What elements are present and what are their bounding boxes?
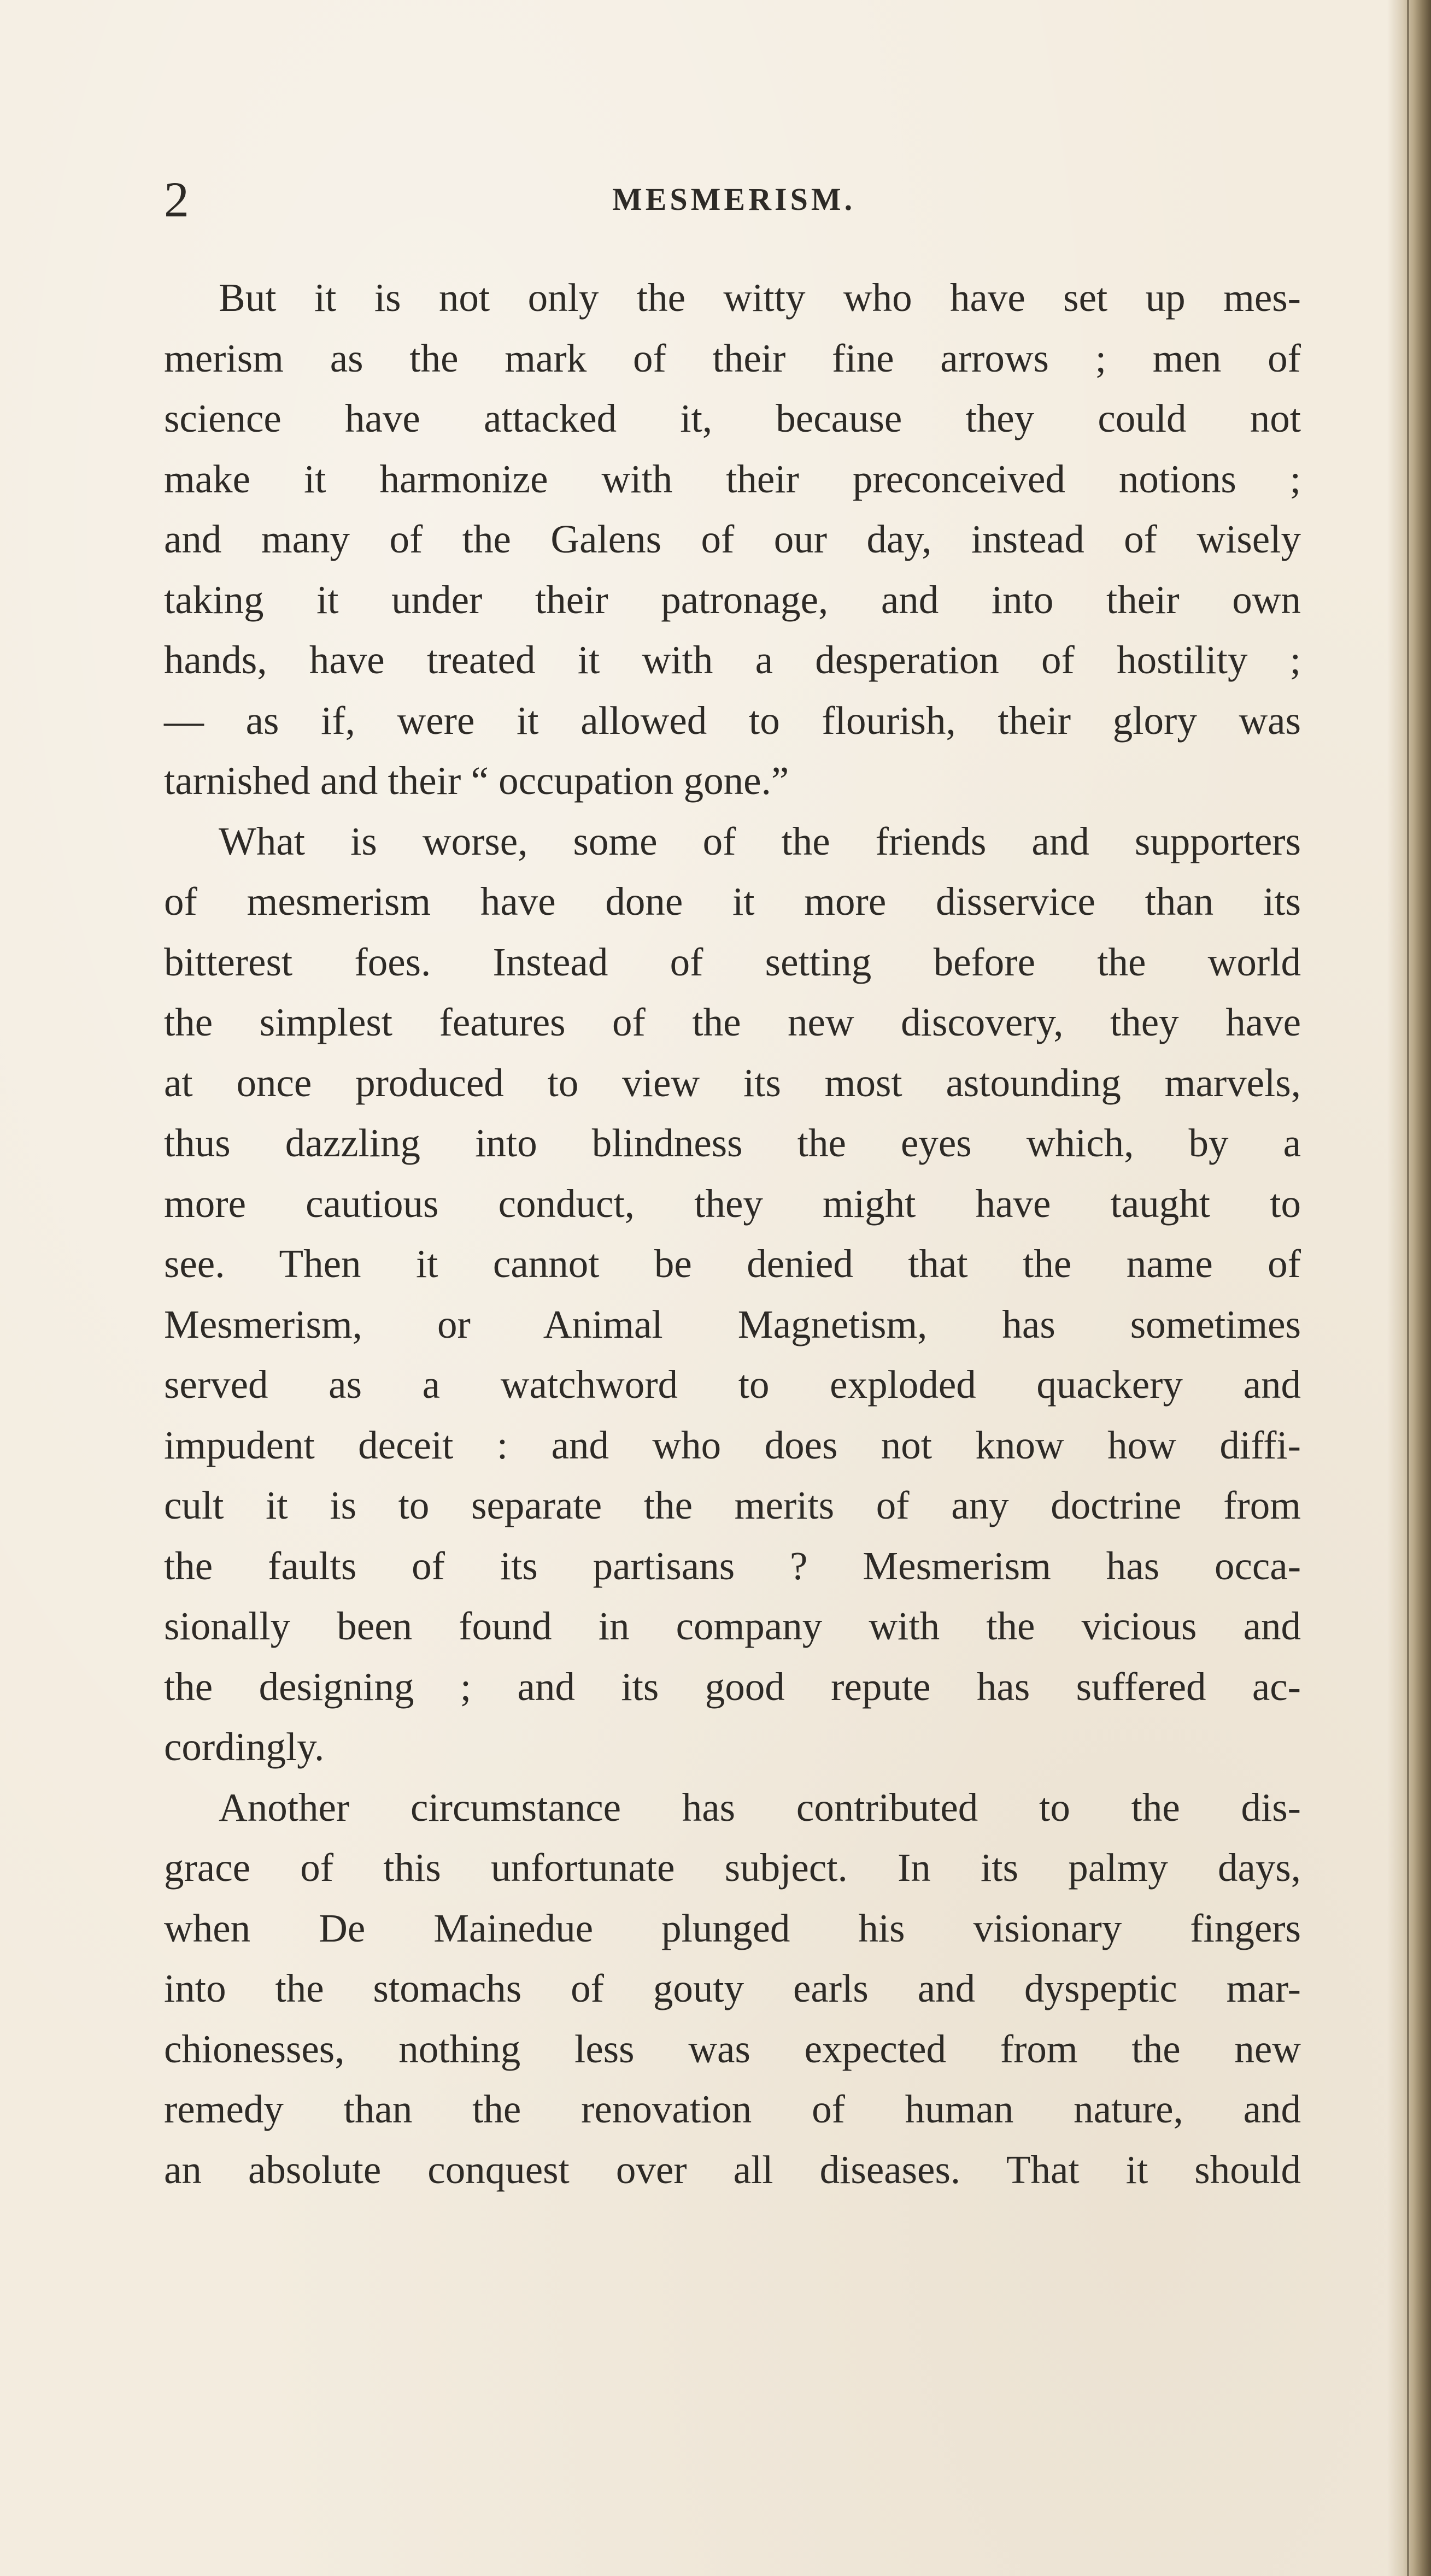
text-line: more cautious conduct, they might have taught to bbox=[164, 1181, 1301, 1226]
text-line: make it harmonize with their preconceived notions ; bbox=[164, 456, 1301, 501]
text-line: served as a watchword to exploded quackery and bbox=[164, 1362, 1301, 1407]
text-line: cult it is to separate the merits of any doctrine from bbox=[164, 1483, 1301, 1527]
text-line: cordingly. bbox=[164, 1725, 325, 1769]
text-line: thus dazzling into blindness the eyes which, by a bbox=[164, 1121, 1301, 1165]
text-line: What is worse, some of the friends and supporters bbox=[219, 819, 1301, 863]
running-title: MESMERISM. bbox=[612, 181, 856, 217]
text-line: grace of this unfortunate subject. In its palmy days, bbox=[164, 1845, 1301, 1890]
text-line: But it is not only the witty who have set up mes- bbox=[219, 275, 1301, 320]
text-line: when De Mainedue plunged his visionary fingers bbox=[164, 1905, 1301, 1950]
text-line: chionesses, nothing less was expected from the new bbox=[164, 2026, 1301, 2071]
text-line: an absolute conquest over all diseases. That it should bbox=[164, 2147, 1301, 2192]
page-number: 2 bbox=[164, 172, 189, 227]
binding-shadow bbox=[1407, 0, 1409, 2576]
text-line: at once produced to view its most astounding marvels, bbox=[164, 1060, 1301, 1105]
text-line: remedy than the renovation of human nature, and bbox=[164, 2087, 1301, 2131]
text-line: merism as the mark of their fine arrows ; men of bbox=[164, 336, 1301, 380]
text-line: tarnished and their “ occupation gone.” bbox=[164, 758, 789, 803]
text-line: the simplest features of the new discovery, they have bbox=[164, 1000, 1301, 1044]
text-line: Another circumstance has contributed to the dis- bbox=[219, 1785, 1301, 1830]
text-line: impudent deceit : and who does not know how diffi- bbox=[164, 1422, 1301, 1467]
book-page-edge bbox=[1387, 0, 1431, 2576]
text-line: of mesmerism have done it more disservice than its bbox=[164, 879, 1301, 924]
text-line: sionally been found in company with the vicious and bbox=[164, 1604, 1301, 1648]
text-line: bitterest foes. Instead of setting before the world bbox=[164, 939, 1301, 984]
text-line: science have attacked it, because they could not bbox=[164, 396, 1301, 440]
running-header bbox=[164, 164, 1312, 235]
text-line: the designing ; and its good repute has suffered ac- bbox=[164, 1664, 1301, 1709]
text-line: and many of the Galens of our day, instead of wisely bbox=[164, 517, 1301, 561]
text-line: hands, have treated it with a desperation of hostility ; bbox=[164, 638, 1301, 682]
text-line: Mesmerism, or Animal Magnetism, has sometimes bbox=[164, 1302, 1301, 1346]
text-line: taking it under their patronage, and into their own bbox=[164, 577, 1301, 622]
text-line: see. Then it cannot be denied that the name of bbox=[164, 1242, 1301, 1286]
body-text bbox=[164, 268, 1301, 2200]
text-line: the faults of its partisans ? Mesmerism has occa- bbox=[164, 1543, 1301, 1588]
text-line: — as if, were it allowed to flourish, their glory was bbox=[164, 698, 1301, 743]
text-line: into the stomachs of gouty earls and dyspeptic mar- bbox=[164, 1966, 1301, 2010]
